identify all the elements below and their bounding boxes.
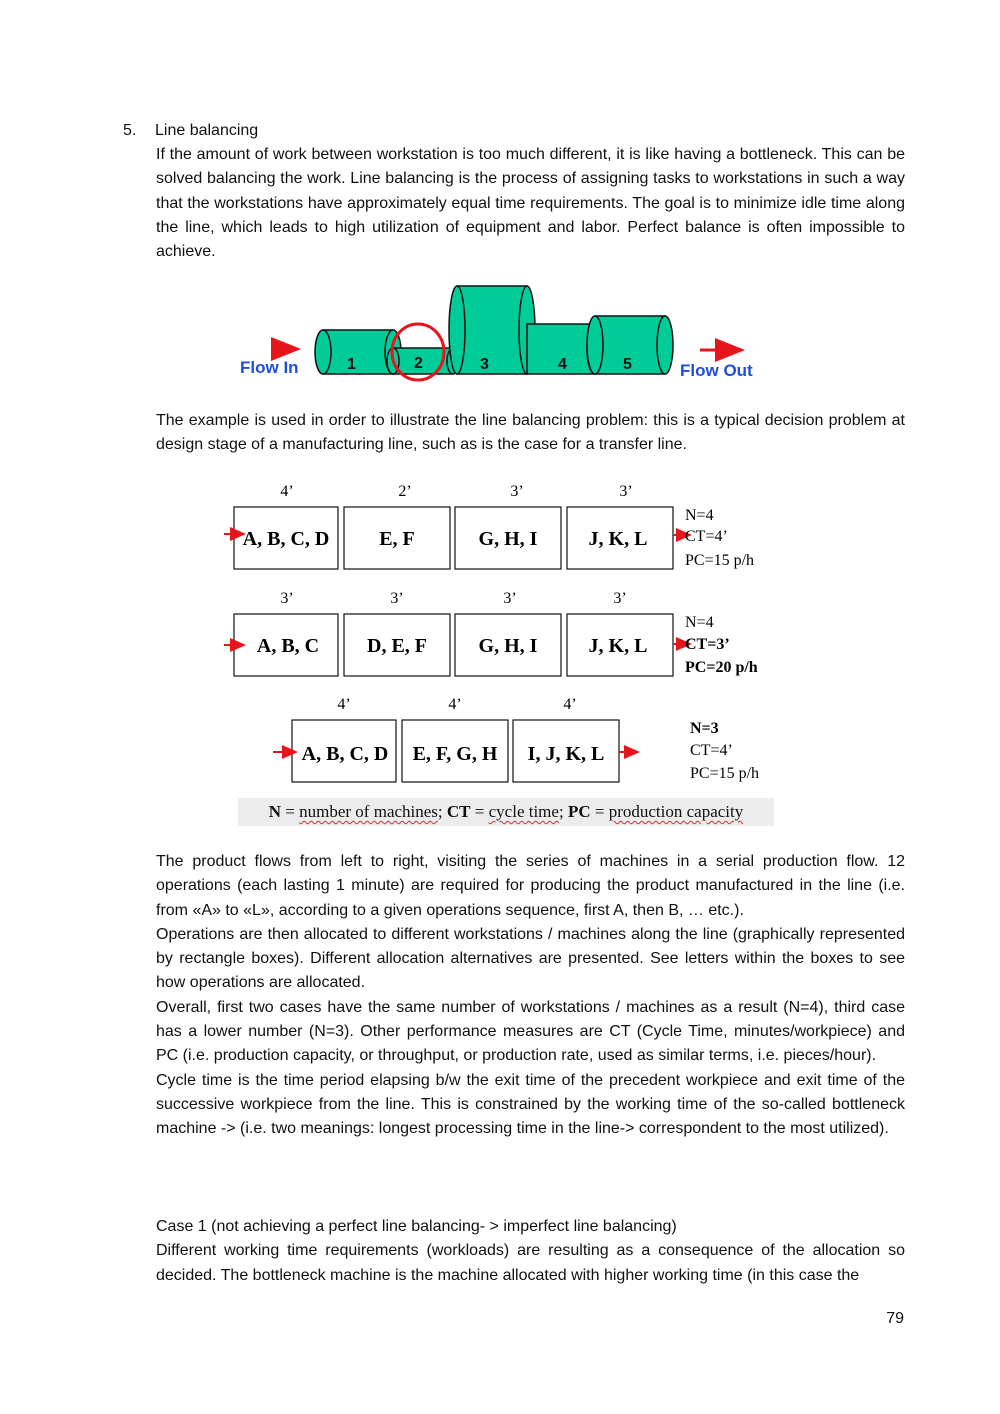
body-paragraph-4: Cycle time is the time period elapsing b/w the exit time of the precedent workpiece and exit time of the successive workpiece from the line. This is constrained by the working time of the so-called bottleneck machine -> (i.e. two meanings: longest processing time in the line-> correspondent to the most utilized). xyxy=(156,1071,905,1138)
row-1-pc: PC=15 p/h xyxy=(685,552,755,569)
row-1-ops-2: E, F xyxy=(379,528,415,550)
intro-paragraph: If the amount of work between workstation is too much different, it is like having a bottleneck. This can be solved balancing the work. Line balancing is the process of assigning tasks to workstations in such a way that the workstations have approximately equal time requirements. The goal is to minimize idle time along the line, which leads to high utilization of equipment and labor. Perfect balance is often impossible to achieve. xyxy=(156,146,905,261)
station-2-label: 2 xyxy=(414,355,423,372)
row-1-time-3: 3’ xyxy=(510,483,524,500)
allocation-row-1 xyxy=(224,483,754,569)
body-paragraph-2: Operations are then allocated to different workstations / machines along the line (graphically represented by rectangle boxes). Different allocation alternatives are presented. See letters within the boxes to see how operations are allocated. xyxy=(156,925,905,992)
row-1-ops-4: J, K, L xyxy=(588,528,648,550)
row-2-pc: PC=20 p/h xyxy=(685,659,758,676)
allocation-figure xyxy=(220,478,790,788)
flow-out-label: Flow Out xyxy=(680,361,753,380)
row-3-time-2: 4’ xyxy=(448,696,462,713)
section-heading xyxy=(123,121,258,141)
legend-pc-key: PC xyxy=(567,802,591,821)
legend-ct-key: CT xyxy=(446,802,471,821)
station-5-cylinder xyxy=(587,316,673,374)
case1-section xyxy=(156,1215,905,1288)
body-paragraph-3: Overall, first two cases have the same number of workstations / machines as a result (N=4), third case has a lower number (N=3). Other performance measures are CT (Cycle Time, minutes/workpiece) and PC (i.e. production capacity, or throughput, or production rate, used as similar terms, i.e. pieces/hour). xyxy=(156,998,905,1065)
row-2-time-1: 3’ xyxy=(280,590,294,607)
row-3-n: N=3 xyxy=(690,720,719,737)
row-2-ops-3: G, H, I xyxy=(478,635,538,657)
section-title: Line balancing xyxy=(155,122,259,139)
figure-legend: N = number of machines; CT = cycle time; PC = production capacity xyxy=(238,798,774,826)
legend-ct-text: cycle time xyxy=(488,802,559,821)
row-1-n: N=4 xyxy=(685,507,714,524)
row-3-ops-3: I, J, K, L xyxy=(527,743,605,765)
station-3-cylinder xyxy=(449,286,535,374)
page-number: 79 xyxy=(886,1310,904,1327)
row-1-ct: CT=4’ xyxy=(685,528,728,545)
row-1-time-1: 4’ xyxy=(280,483,294,500)
example-paragraph: The example is used in order to illustrate the line balancing problem: this is a typical decision problem at design stage of a manufacturing line, such as is the case for a transfer line. xyxy=(156,412,905,454)
case1-heading: Case 1 (not achieving a perfect line balancing- > imperfect line balancing) xyxy=(156,1218,677,1235)
row-2-time-2: 3’ xyxy=(390,590,404,607)
legend-n-key: N xyxy=(268,802,282,821)
station-5-label: 5 xyxy=(623,356,632,373)
row-2-ops-1: A, B, C xyxy=(256,635,320,657)
station-1-label: 1 xyxy=(347,356,356,373)
row-3-ops-2: E, F, G, H xyxy=(412,743,498,765)
station-3-label: 3 xyxy=(480,356,489,373)
legend-n-text: number of machines xyxy=(299,802,438,821)
allocation-row-3 xyxy=(273,696,759,782)
legend-pc-text: production capacity xyxy=(608,802,744,821)
row-1-time-2: 2’ xyxy=(398,483,412,500)
row-2-time-4: 3’ xyxy=(613,590,627,607)
row-2-n: N=4 xyxy=(685,614,714,631)
case1-text: Different working time requirements (workloads) are resulting as a consequence of the allocation so decided. The bottleneck machine is the machine allocated with higher working time (in this case the xyxy=(156,1242,905,1284)
row-3-ops-1: A, B, C, D xyxy=(301,743,389,765)
row-2-ct: CT=3’ xyxy=(685,636,730,653)
row-2-ops-4: J, K, L xyxy=(588,635,648,657)
row-3-time-3: 4’ xyxy=(563,696,577,713)
row-3-ct: CT=4’ xyxy=(690,742,733,759)
body-text xyxy=(156,850,905,1142)
body-paragraph-1: The product flows from left to right, visiting the series of machines in a serial production flow. 12 operations (each lasting 1 minute) are required for producing the product manufactured in the line (i.e. from «A» to «L», according to a given operations sequence, first A, then B, … etc.). xyxy=(156,853,905,919)
section-number: 5. xyxy=(123,122,137,139)
row-2-time-3: 3’ xyxy=(503,590,517,607)
row-2-ops-2: D, E, F xyxy=(367,635,427,657)
row-3-pc: PC=15 p/h xyxy=(690,765,760,782)
row-1-ops-3: G, H, I xyxy=(478,528,538,550)
row-1-time-4: 3’ xyxy=(619,483,633,500)
station-4-label: 4 xyxy=(558,356,567,373)
row-3-time-1: 4’ xyxy=(337,696,351,713)
flow-in-label: Flow In xyxy=(240,358,299,377)
pipeline-figure xyxy=(230,278,770,388)
row-1-ops-1: A, B, C, D xyxy=(242,528,330,550)
allocation-row-2 xyxy=(224,590,758,676)
